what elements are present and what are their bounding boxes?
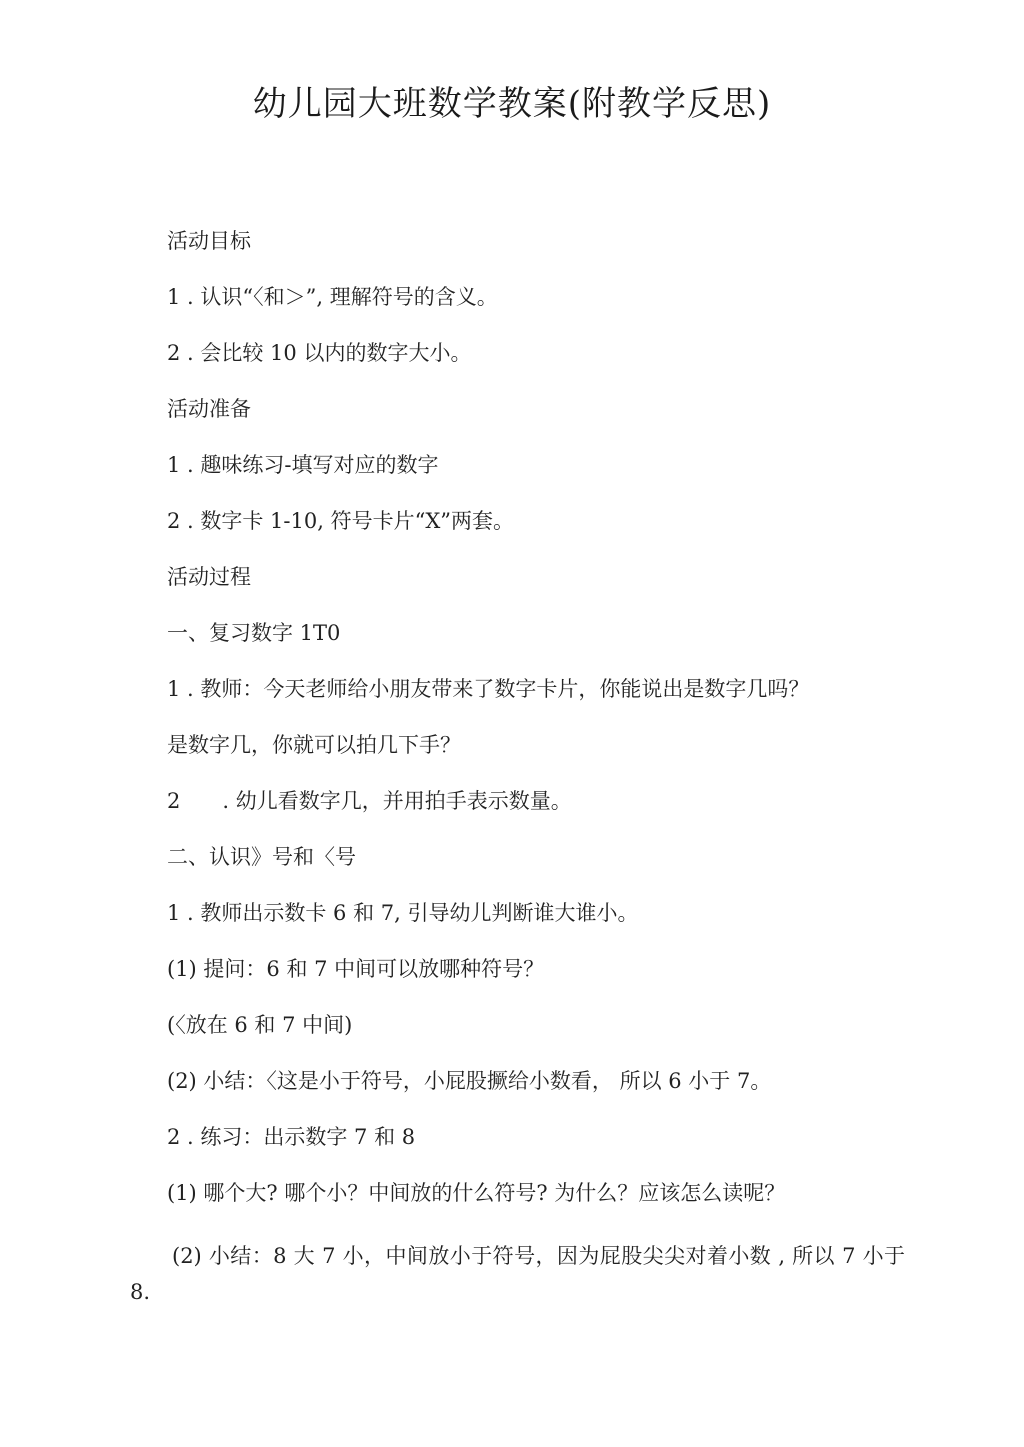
process-part-2-step-1: 1 . 教师出示数卡 6 和 7, 引导幼儿判断谁大谁小。	[167, 901, 639, 925]
process-question-1: (1) 提问：6 和 7 中间可以放哪种符号？	[167, 957, 545, 981]
preparation-item-2: 2 . 数字卡 1-10, 符号卡片“X”两套。	[167, 509, 515, 533]
process-summary-2: (2) 小结：8 大 7 小，中间放小于符号，因为屁股尖尖对着小数 , 所以 7 小于 8.	[130, 1244, 905, 1304]
process-part-2-heading: 二、认识》号和〈号	[167, 845, 356, 869]
section-heading-goals: 活动目标	[167, 229, 251, 253]
goal-item-1: 1 . 认识“〈和＞”, 理解符号的含义。	[167, 285, 498, 309]
process-answer-1: (〈放在 6 和 7 中间)	[167, 1013, 353, 1037]
process-part-2-step-2: 2 . 练习：出示数字 7 和 8	[167, 1125, 416, 1149]
preparation-item-1: 1 . 趣味练习-填写对应的数字	[167, 453, 439, 477]
document-title: 幼儿园大班数学教案(附教学反思)	[252, 84, 772, 124]
process-step-2: 2 . 幼儿看数字几，并用拍手表示数量。	[167, 789, 572, 813]
section-heading-process: 活动过程	[167, 565, 251, 589]
process-step-1: 1 . 教师：今天老师给小朋友带来了数字卡片，你能说出是数字几吗？	[167, 677, 810, 701]
process-summary-1: (2) 小结：〈这是小于符号，小屁股撅给小数看， 所以 6 小于 7。	[167, 1069, 772, 1093]
process-part-1-heading: 一、复习数字 1T0	[167, 621, 341, 645]
section-heading-preparation: 活动准备	[167, 397, 251, 421]
process-step-1-continued: 是数字几，你就可以拍几下手？	[167, 733, 461, 757]
goal-item-2: 2 . 会比较 10 以内的数字大小。	[167, 341, 472, 365]
process-question-2: (1) 哪个大? 哪个小？中间放的什么符号? 为什么？应该怎么读呢？	[167, 1181, 786, 1205]
